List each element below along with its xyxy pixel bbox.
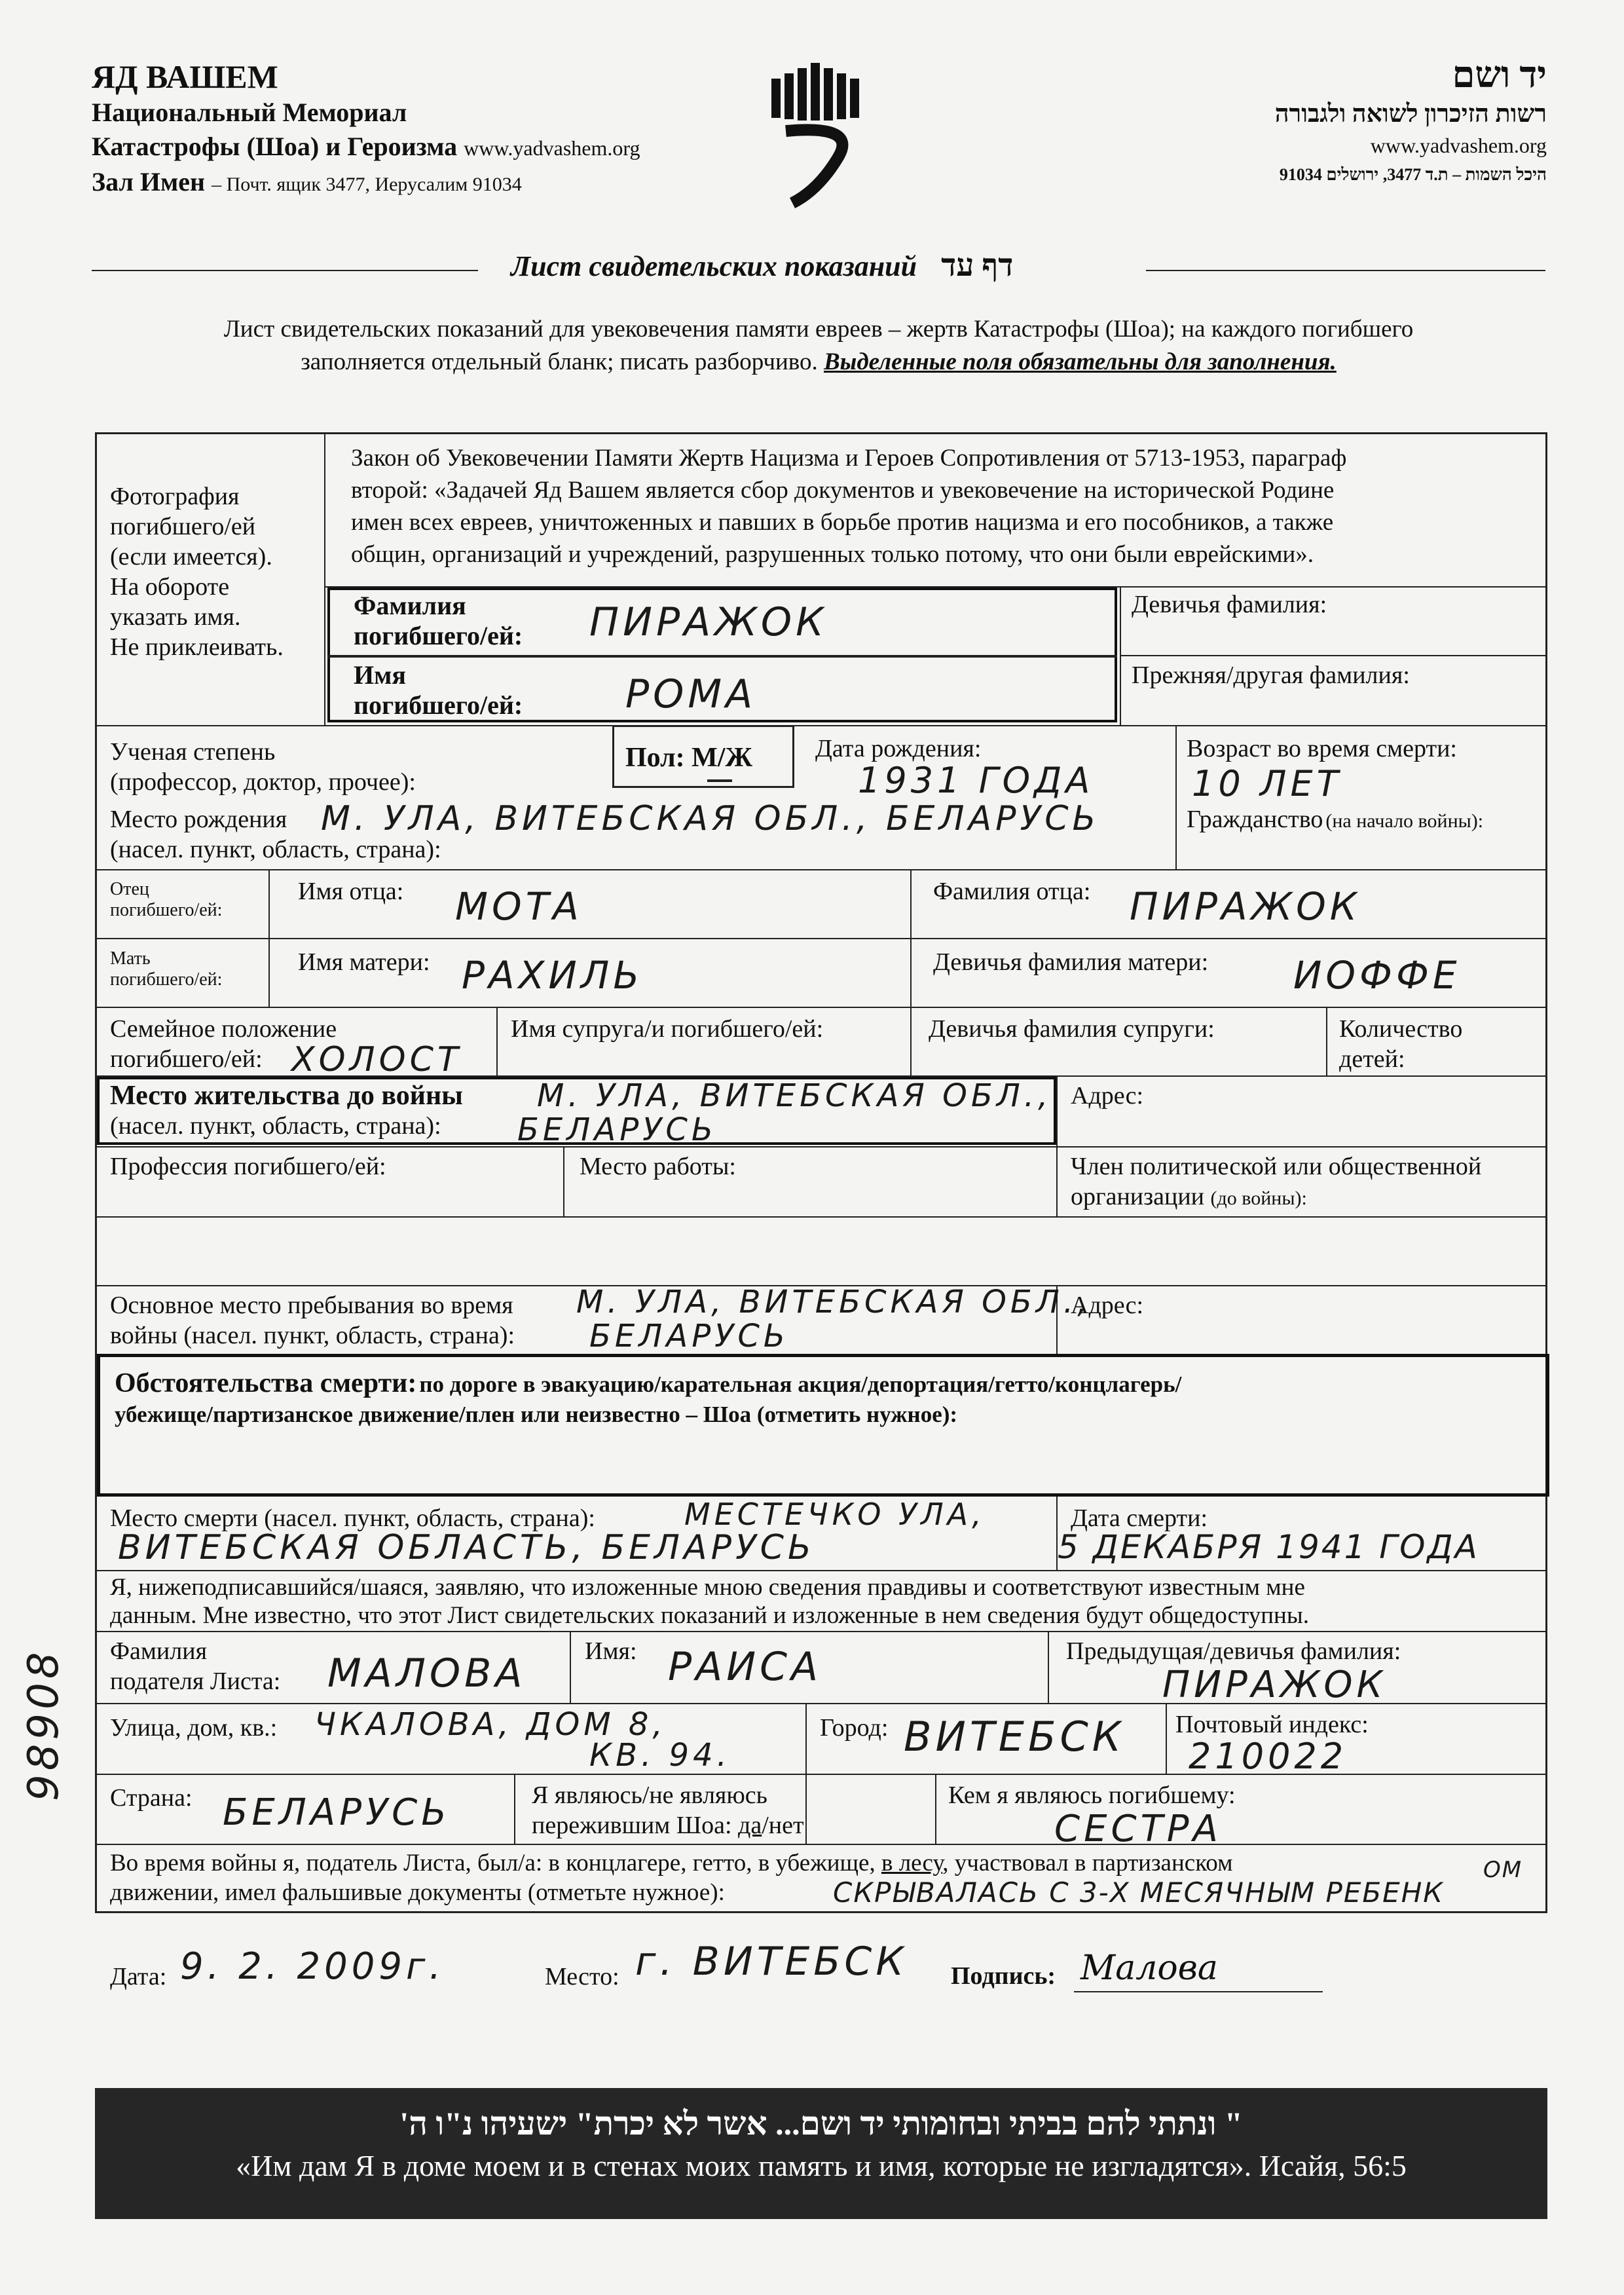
survivor-label: Я являюсь/не являюсь пережившим Шоа: да/нет [532,1782,804,1839]
death-place-value-line1: МЕСТЕЧКО УЛА, [684,1497,986,1532]
death-date-label: Дата смерти: [1071,1504,1208,1532]
death-date-value: 5 ДЕКАБРЯ 1941 ГОДА [1058,1528,1479,1566]
father-name-label: Имя отца: [298,878,404,905]
profession-label: Профессия погибшего/ей: [110,1153,386,1180]
degree-label: Ученая степень (профессор, доктор, прочее): [110,738,416,796]
postal-address: – Почт. ящик 3477, Иерусалим 91034 [212,174,522,195]
org-member-label: Член политической или общественной организации (до войны): [1071,1153,1482,1210]
signature-line [1074,1991,1323,1992]
signature-label: Подпись: [951,1962,1056,1990]
place-value: г. ВИТЕБСК [635,1939,908,1985]
org-line2: Национальный Мемориал [92,98,407,127]
street-value-line1: ЧКАЛОВА, ДОМ 8, [314,1706,667,1743]
submitter-prev-surname-value: ПИРАЖОК [1162,1664,1387,1706]
form-title-hebrew: דף עד [941,248,1014,283]
dob-label: Дата рождения: [815,735,982,762]
residence-address-label: Адрес: [1071,1082,1144,1110]
zip-value: 210022 [1189,1736,1348,1777]
war-status-forest: в лесу [881,1850,943,1876]
form-title: Лист свидетельских показаний דף עד [511,248,1014,283]
spouse-maiden-label: Девичья фамилия супруги: [929,1015,1215,1043]
relation-label: Кем я являюсь погибшему: [948,1782,1236,1809]
relation-value: СЕСТРА [1054,1808,1222,1850]
city-value: ВИТЕБСК [904,1713,1125,1761]
mother-maiden-label: Девичья фамилия матери: [933,948,1209,976]
maiden-name-label: Девичья фамилия: [1132,591,1327,618]
wartime-location-value-line1: М. УЛА, ВИТЕБСКАЯ ОБЛ., [576,1284,1092,1320]
header-right [1023,54,1547,190]
photo-note: Фотография погибшего/ей (если имеется). На обороте указать имя. Не приклеивать. [110,483,284,661]
header-left [92,58,747,202]
previous-surname-label: Прежняя/другая фамилия: [1132,662,1410,689]
residence-value-line2: БЕЛАРУСЬ [517,1111,717,1148]
org-line2-hebrew: רשות הזיכרון לשואה ולגבורה [1274,100,1547,128]
declaration: Я, нижеподписавшийся/шаяся, заявляю, что изложенные мною сведения правдивы и соответствуют известным мне данным. Мне известно, что этот Лист свидетельских показаний и изложенные в нем сведения будут общедоступны. [110,1574,1309,1629]
footer-quote-hebrew: " ונתתי להם בביתי ובחומותי יד ושם... אשר לא יכרת" ישעיהו נ"ו ה' [399,2105,1243,2142]
children-count-label: Количество детей: [1339,1015,1463,1073]
country-label: Страна: [110,1784,193,1812]
dob-value: 1931 ГОДА [858,760,1094,801]
street-label: Улица, дом, кв.: [110,1714,278,1742]
hall-of-names: Зал Имен [92,167,206,196]
spouse-name-label: Имя супруга/и погибшего/ей: [511,1015,824,1043]
title-rule-left [92,270,478,271]
org-line3: Катастрофы (Шоа) и Героизма [92,132,458,161]
father-surname-label: Фамилия отца: [933,878,1091,905]
submitter-name-label: Имя: [585,1637,637,1665]
birthplace-value: М. УЛА, ВИТЕБСКАЯ ОБЛ., БЕЛАРУСЬ [321,799,1100,838]
country-value: БЕЛАРУСЬ [223,1791,451,1834]
war-status-value: СКРЫВАЛАСЬ С 3-Х МЕСЯЧНЫМ РЕБЕНК [833,1876,1445,1909]
submitter-surname-label: Фамилия подателя Листа: [110,1637,281,1695]
submitter-prev-surname-label: Предыдущая/девичья фамилия: [1066,1637,1401,1665]
wartime-location-value-line2: БЕЛАРУСЬ [589,1318,789,1354]
residence-label: Место жительства до войны (насел. пункт, область, страна): [110,1081,463,1140]
survivor-yes: да [738,1812,762,1839]
yad-vashem-logo [766,59,864,210]
signature-value: Малова [1080,1949,1218,1988]
mother-maiden-value: ИОФФЕ [1293,953,1461,998]
war-status-value-extra: ОМ [1483,1857,1523,1883]
marital-status-label: Семейное положение погибшего/ей: [110,1015,337,1073]
law-text: Закон об Увековечении Памяти Жертв Нацизма и Героев Сопротивления от 5713-1953, параграф второй: «Задачей Яд Вашем является сбор документов и увековечение на исторической Родине имен всех евреев, уничтоженных и павших в борьбе против нацизма и его пособников, а также общин, организаций и учреждений, разрушенных только потому, что они были еврейскими». [351,445,1347,568]
street-value-line2: КВ. 94. [589,1737,731,1774]
side-number: 98908 [20,1648,68,1801]
war-status-label: Во время войны я, податель Листа, был/а: в концлагере, гетто, в убежище, в лесу, участвовал в партизанском движении, имел фальшивые документы (отметьте нужное): [110,1850,1233,1906]
date-label: Дата: [110,1963,167,1990]
submitter-surname-value: МАЛОВА [327,1651,526,1696]
org-website: www.yadvashem.org [464,136,640,160]
death-circumstances: Обстоятельства смерти: по дороге в эвакуацию/карательная акция/депортация/гетто/концлагерь/ убежище/партизанское движение/плен или неизвестно – Шоа (отметить нужное): [115,1368,1182,1427]
footer-quote-russian: «Им дам Я в доме моем и в стенах моих память и имя, которые не изгладятся». Исайя, 56:5 [236,2149,1407,2182]
sex-label: Пол: М/Ж [625,743,753,773]
postal-address-hebrew: היכל השמות – ת.ד 3477, ירושלים 91034 [1279,165,1547,184]
surname-value: ПИРАЖОК [589,599,828,645]
org-name-hebrew: יד ושם [1452,55,1547,96]
sex-male-mark [707,779,732,782]
footer-banner [95,2088,1547,2219]
submitter-name-value: РАИСА [668,1644,822,1690]
intro-text: Лист свидетельских показаний для увековечения памяти евреев – жертв Катастрофы (Шоа); на каждого погибшего заполняется отдельный бланк; писать разборчиво. Выделенные поля обязательны для заполнения. [223,316,1414,375]
age-at-death-label: Возраст во время смерти: [1187,735,1457,762]
residence-value-line1: М. УЛА, ВИТЕБСКАЯ ОБЛ., [537,1077,1052,1114]
title-rule-right [1146,270,1545,271]
first-name-value: РОМА [625,671,757,717]
father-surname-value: ПИРАЖОК [1130,884,1361,929]
zip-label: Почтовый индекс: [1175,1711,1369,1738]
death-place-value-line2: ВИТЕБСКАЯ ОБЛАСТЬ, БЕЛАРУСЬ [118,1528,815,1567]
citizenship-label: Гражданство (на начало войны): [1187,806,1484,833]
mother-name-label: Имя матери: [298,948,430,976]
mother-row-label: Мать погибшего/ей: [110,948,223,990]
mother-name-value: РАХИЛЬ [462,953,644,998]
marital-status-value: ХОЛОСТ [291,1040,462,1079]
org-name: ЯД ВАШЕМ [92,58,278,95]
place-label: Место: [545,1963,619,1990]
first-name-label: Имя погибшего/ей: [354,660,523,720]
father-row-label: Отец погибшего/ей: [110,879,223,920]
birthplace-label: Место рождения (насел. пункт, область, страна): [110,806,441,863]
surname-label: Фамилия погибшего/ей: [354,591,523,650]
city-label: Город: [820,1714,889,1742]
survivor-no: /нет [762,1812,804,1839]
age-at-death-value: 10 ЛЕТ [1192,763,1342,804]
wartime-address-label: Адрес: [1071,1292,1144,1319]
org-website-right: www.yadvashem.org [1370,134,1547,157]
workplace-label: Место работы: [580,1153,736,1180]
required-fields-note: Выделенные поля обязательны для заполнения. [823,348,1337,375]
date-value: 9. 2. 2009г. [180,1945,445,1988]
father-name-value: МОТА [455,884,583,929]
death-place-label: Место смерти (насел. пункт, область, страна): [110,1504,595,1532]
wartime-location-label: Основное место пребывания во время войны (насел. пункт, область, страна): [110,1292,515,1349]
